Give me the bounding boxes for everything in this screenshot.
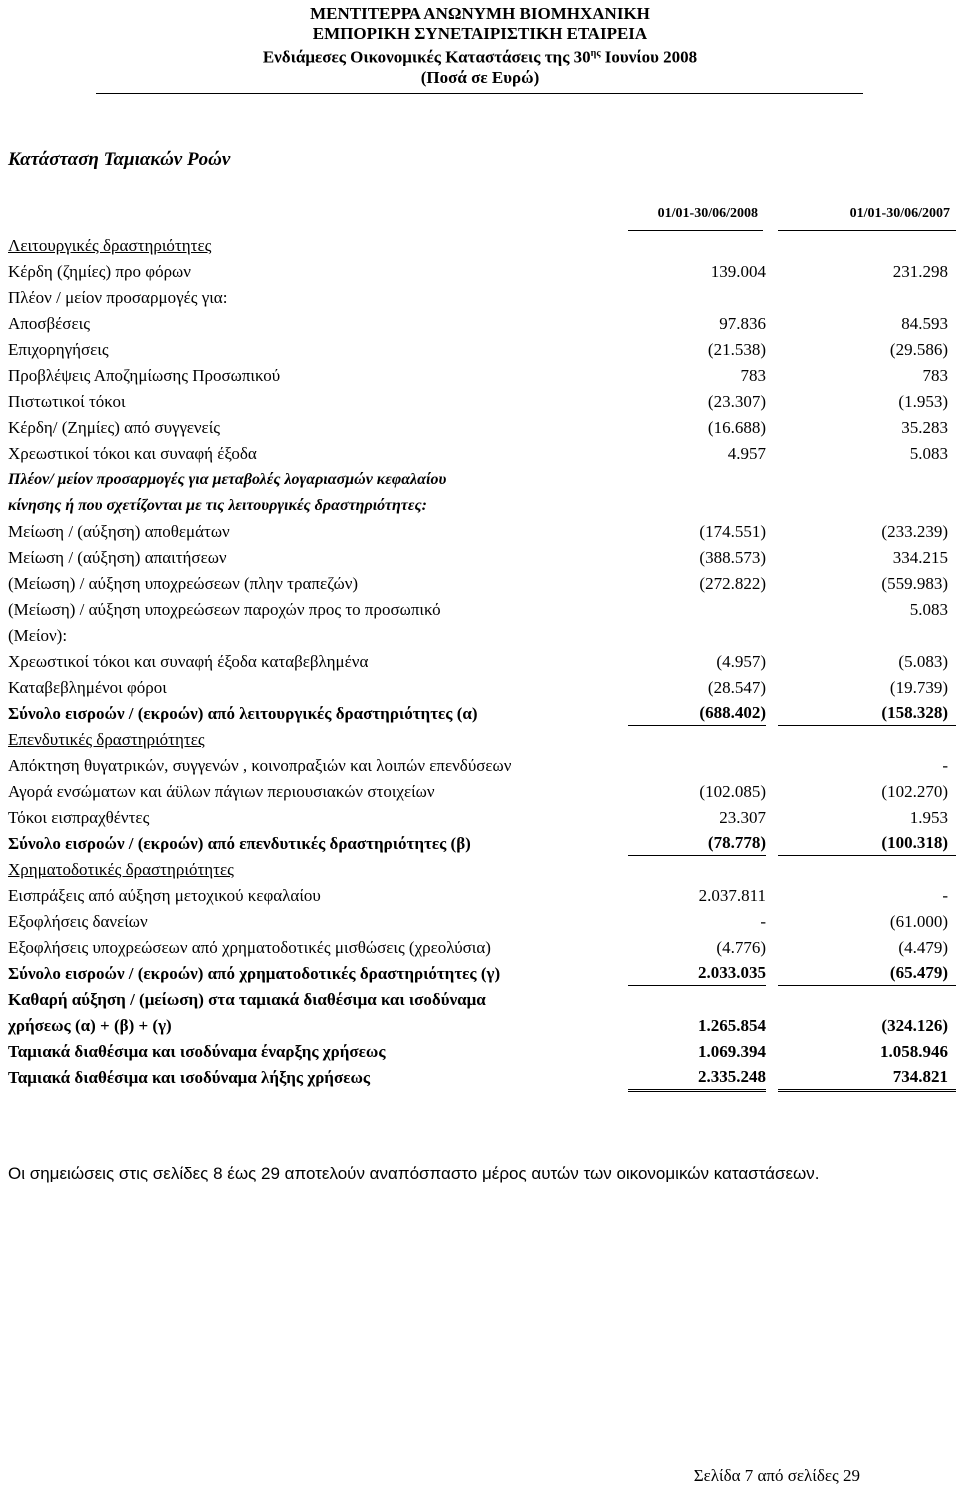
value-2008: (16.688): [707, 418, 766, 437]
table-row: [8, 337, 956, 363]
value-2007: 1.058.946: [880, 1042, 948, 1061]
value-2008: (78.778): [628, 831, 766, 856]
value-2007: -: [942, 886, 948, 905]
table-row: [8, 701, 956, 727]
company-name-line2: ΕΜΠΟΡΙΚΗ ΣΥΝΕΤΑΙΡΙΣΤΙΚΗ ΕΤΑΙΡΕΙΑ: [312, 24, 648, 43]
statement-title: [0, 44, 960, 68]
value-2008: 2.335.248: [628, 1065, 766, 1092]
table-row: [8, 961, 956, 987]
table-row: [8, 311, 956, 337]
row-label: Πλέον / μείον προσαρμογές για:: [8, 288, 228, 307]
value-2008: (388.573): [699, 548, 766, 567]
row-label: Καθαρή αύξηση / (μείωση) στα ταμιακά διαθέσιμα και ισοδύναμα: [8, 990, 486, 1009]
row-label: Μείωση / (αύξηση) απαιτήσεων: [8, 548, 227, 567]
table-row: [8, 753, 956, 779]
column-header-2008: 01/01-30/06/2008: [657, 206, 758, 221]
table-row: [8, 519, 956, 545]
row-label: Χρηματοδοτικές δραστηριότητες: [8, 860, 234, 879]
row-label: Χρεωστικοί τόκοι και συναφή έξοδα καταβεβλημένα: [8, 652, 369, 671]
table-row: [8, 493, 956, 519]
statement-sup: ης: [590, 48, 601, 59]
value-2008: 23.307: [719, 808, 766, 827]
table-row: [8, 831, 956, 857]
value-2008: (21.538): [707, 340, 766, 359]
value-2007: 1.953: [909, 808, 948, 827]
value-2008: 97.836: [719, 314, 766, 333]
column-rule-2008: [628, 230, 763, 231]
row-label: Ταμιακά διαθέσιμα και ισοδύναμα λήξης χρήσεως: [8, 1068, 371, 1087]
value-2008: 4.957: [727, 444, 766, 463]
row-label: (Μείωση) / αύξηση υποχρεώσεων (πλην τραπεζών): [8, 574, 359, 593]
row-label: (Μείον):: [8, 626, 68, 645]
value-2007: (100.318): [778, 831, 956, 856]
table-row: [8, 389, 956, 415]
company-name-line1: ΜΕΝΤΙΤΕΡΡΑ ΑΝΩΝΥΜΗ ΒΙΟΜΗΧΑΝΙΚΗ: [310, 4, 650, 23]
notes-statement: Οι σημειώσεις στις σελίδες 8 έως 29 αποτελούν αναπόσπαστο μέρος αυτών των οικονομικών καταστάσεων.: [8, 1164, 820, 1183]
column-rule-2007: [778, 230, 956, 231]
table-row: [8, 779, 956, 805]
table-row: [8, 363, 956, 389]
value-2007: 35.283: [901, 418, 948, 437]
table-row: [8, 285, 956, 311]
row-label: Καταβεβλημένοι φόροι: [8, 678, 167, 697]
row-label: Επενδυτικές δραστηριότητες: [8, 730, 205, 749]
table-row: [8, 909, 956, 935]
table-row: [8, 649, 956, 675]
value-2007: (61.000): [889, 912, 948, 931]
value-2007: (559.983): [881, 574, 948, 593]
value-2007: (102.270): [881, 782, 948, 801]
table-row: [8, 805, 956, 831]
value-2008: 2.037.811: [698, 886, 766, 905]
row-label: Λειτουργικές δραστηριότητες: [8, 236, 212, 255]
table-row: [8, 415, 956, 441]
value-2007: (5.083): [898, 652, 948, 671]
document-header: [0, 4, 960, 88]
row-label: Σύνολο εισροών / (εκροών) από χρηματοδοτικές δραστηριότητες (γ): [8, 964, 501, 983]
table-row: [8, 675, 956, 701]
value-2008: 783: [740, 366, 766, 385]
row-label: Μείωση / (αύξηση) αποθεμάτων: [8, 522, 230, 541]
table-row: [8, 597, 956, 623]
table-row: [8, 857, 956, 883]
page-title: Κατάσταση Ταμιακών Ροών: [8, 149, 231, 170]
table-row: [8, 571, 956, 597]
statement-suffix: Ιουνίου 2008: [600, 47, 698, 67]
value-2008: (688.402): [628, 701, 766, 726]
table-row: [8, 441, 956, 467]
row-label: Σύνολο εισροών / (εκροών) από λειτουργικές δραστηριότητες (α): [8, 704, 478, 723]
value-2007: (1.953): [898, 392, 948, 411]
table-row: [8, 467, 956, 493]
table-row: [8, 623, 956, 649]
value-2007: (158.328): [778, 701, 956, 726]
currency-note: (Ποσά σε Ευρώ): [420, 67, 540, 87]
value-2008: -: [760, 912, 766, 931]
value-2008: (174.551): [699, 522, 766, 541]
table-row: [8, 259, 956, 285]
value-2007: 5.083: [909, 444, 948, 463]
row-label: Απόκτηση θυγατρικών, συγγενών , κοινοπραξιών και λοιπών επενδύσεων: [8, 756, 512, 775]
value-2008: 1.265.854: [698, 1016, 766, 1035]
row-label: Τόκοι εισπραχθέντες: [8, 808, 150, 827]
row-label: Εξοφλήσεις δανείων: [8, 912, 148, 931]
row-label: Χρεωστικοί τόκοι και συναφή έξοδα: [8, 444, 257, 463]
row-label: (Μείωση) / αύξηση υποχρεώσεων παροχών προς το προσωπικό: [8, 600, 441, 619]
table-row: [8, 987, 956, 1013]
table-row: [8, 1065, 956, 1091]
table-row: [8, 727, 956, 753]
value-2007: (65.479): [778, 961, 956, 986]
row-label: Εισπράξεις από αύξηση μετοχικού κεφαλαίου: [8, 886, 321, 905]
table-row: [8, 1039, 956, 1065]
header-divider: [96, 93, 863, 94]
page-number: Σελίδα 7 από σελίδες 29: [693, 1466, 860, 1485]
value-2007: 84.593: [901, 314, 948, 333]
table-row: [8, 883, 956, 909]
table-row: [8, 1013, 956, 1039]
row-label: Πιστωτικοί τόκοι: [8, 392, 126, 411]
value-2007: 783: [922, 366, 948, 385]
row-label: Πλέον/ μείον προσαρμογές για μεταβολές λογαριασμών κεφαλαίου: [8, 471, 447, 488]
column-header-2007: 01/01-30/06/2007: [849, 206, 950, 221]
value-2007: (19.739): [889, 678, 948, 697]
value-2008: (272.822): [699, 574, 766, 593]
row-label: Αποσβέσεις: [8, 314, 90, 333]
row-label: Προβλέψεις Αποζημίωσης Προσωπικού: [8, 366, 281, 385]
table-row: [8, 233, 956, 259]
row-label: Κέρδη/ (Ζημίες) από συγγενείς: [8, 418, 221, 437]
cash-flow-table: [8, 233, 956, 1091]
value-2008: 1.069.394: [698, 1042, 766, 1061]
value-2008: (4.957): [716, 652, 766, 671]
value-2008: (28.547): [707, 678, 766, 697]
value-2008: (102.085): [699, 782, 766, 801]
row-label: Σύνολο εισροών / (εκροών) από επενδυτικές δραστηριότητες (β): [8, 834, 471, 853]
value-2008: (4.776): [716, 938, 766, 957]
value-2007: (233.239): [881, 522, 948, 541]
value-2007: -: [942, 756, 948, 775]
row-label: χρήσεως (α) + (β) + (γ): [8, 1016, 172, 1035]
value-2007: 5.083: [909, 600, 948, 619]
table-row: [8, 545, 956, 571]
row-label: Αγορά ενσώματων και άϋλων πάγιων περιουσιακών στοιχείων: [8, 782, 435, 801]
row-label: Κέρδη (ζημίες) προ φόρων: [8, 262, 191, 281]
value-2008: 139.004: [710, 262, 766, 281]
value-2007: 734.821: [778, 1065, 956, 1092]
value-2007: 231.298: [892, 262, 948, 281]
table-row: [8, 935, 956, 961]
statement-prefix: Ενδιάμεσες Οικονομικές Καταστάσεις της 30: [262, 47, 591, 67]
row-label: Επιχορηγήσεις: [8, 340, 109, 359]
value-2007: (324.126): [881, 1016, 948, 1035]
row-label: Εξοφλήσεις υποχρεώσεων από χρηματοδοτικές μισθώσεις (χρεολύσια): [8, 938, 491, 957]
value-2007: (29.586): [889, 340, 948, 359]
row-label: κίνησης ή που σχετίζονται με τις λειτουργικές δραστηριότητες:: [8, 497, 427, 514]
row-label: Ταμιακά διαθέσιμα και ισοδύναμα έναρξης χρήσεως: [8, 1042, 386, 1061]
value-2008: (23.307): [707, 392, 766, 411]
value-2007: 334.215: [892, 548, 948, 567]
value-2008: 2.033.035: [628, 961, 766, 986]
value-2007: (4.479): [898, 938, 948, 957]
